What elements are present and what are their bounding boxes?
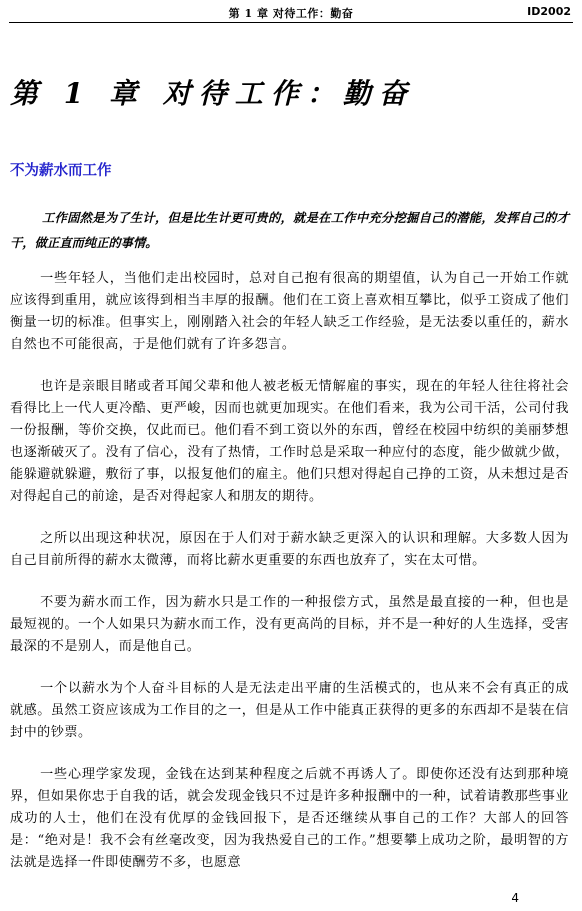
body-paragraph: 也许是亲眼目睹或者耳闻父辈和他人被老板无情解雇的事实，现在的年轻人往往将社会看得比上一代人更冷酷、更严峻，因而也就更加现实。在他们看来，我为公司干活，公司付我一份报酬，等价交换，仅此而已。他们看不到工资以外的东西，曾经在校园中纺织的美丽梦想也逐渐破灭了。没有了信心，没有了热情，工作时总是采取一种应付的态度，能少做就少做，能躲避就躲避，敷衍了事，以报复他们的雇主。他们只想对得起自己挣的工资，从未想过是否对得起自己的前途，是否对得起家人和朋友的期待。	[10, 379, 569, 504]
section-title: 不为薪水而工作	[10, 163, 112, 179]
lead-paragraph: 工作固然是为了生计，但是比生计更可贵的，就是在工作中充分挖掘自己的潜能，发挥自己的才干，做正直而纯正的事情。	[10, 210, 569, 250]
chapter-title: 第 1 章 对待工作：勤奋	[10, 77, 415, 110]
body-paragraph: 一些心理学家发现，金钱在达到某种程度之后就不再诱人了。即使你还没有达到那种境界，但如果你忠于自我的话，就会发现金钱只不过是许多种报酬中的一种，试着请教那些事业成功的人士，他们在没有优厚的金钱回报下，是否还继续从事自己的工作？大部人的回答是：“绝对是！我不会有丝毫改变，因为我热爱自己的工作。”想要攀上成功之阶，最明智的方法就是选择一件即使酬劳不多，也愿意	[10, 767, 569, 870]
body-text	[10, 268, 569, 894]
body-paragraph: 一些年轻人，当他们走出校园时，总对自己抱有很高的期望值，认为自己一开始工作就应该得到重用，就应该得到相当丰厚的报酬。他们在工资上喜欢相互攀比，似乎工资成了他们衡量一切的标准。但事实上，刚刚踏入社会的年轻人缺乏工作经验，是无法委以重任的，薪水自然也不可能很高，于是他们就有了许多怨言。	[10, 271, 569, 352]
body-paragraph: 不要为薪水而工作，因为薪水只是工作的一种报偿方式，虽然是最直接的一种，但也是最短视的。一个人如果只为薪水而工作，没有更高尚的目标，并不是一种好的人生选择，受害最深的不是别人，而是他自己。	[10, 595, 569, 654]
body-paragraph: 之所以出现这种状况，原因在于人们对于薪水缺乏更深入的认识和理解。大多数人因为自己目前所得的薪水太微薄，而将比薪水更重要的东西也放弃了，实在太可惜。	[10, 531, 569, 568]
running-header-title: 第 1 章 对待工作：勤奋	[228, 7, 354, 20]
body-paragraph: 一个以薪水为个人奋斗目标的人是无法走出平庸的生活模式的，也从来不会有真正的成就感。虽然工资应该成为工作目的之一，但是从工作中能真正获得的更多的东西却不是装在信封中的钞票。	[10, 681, 569, 740]
running-header	[9, 4, 573, 23]
document-id: ID2002	[527, 5, 571, 18]
page-number: 4	[511, 891, 519, 905]
